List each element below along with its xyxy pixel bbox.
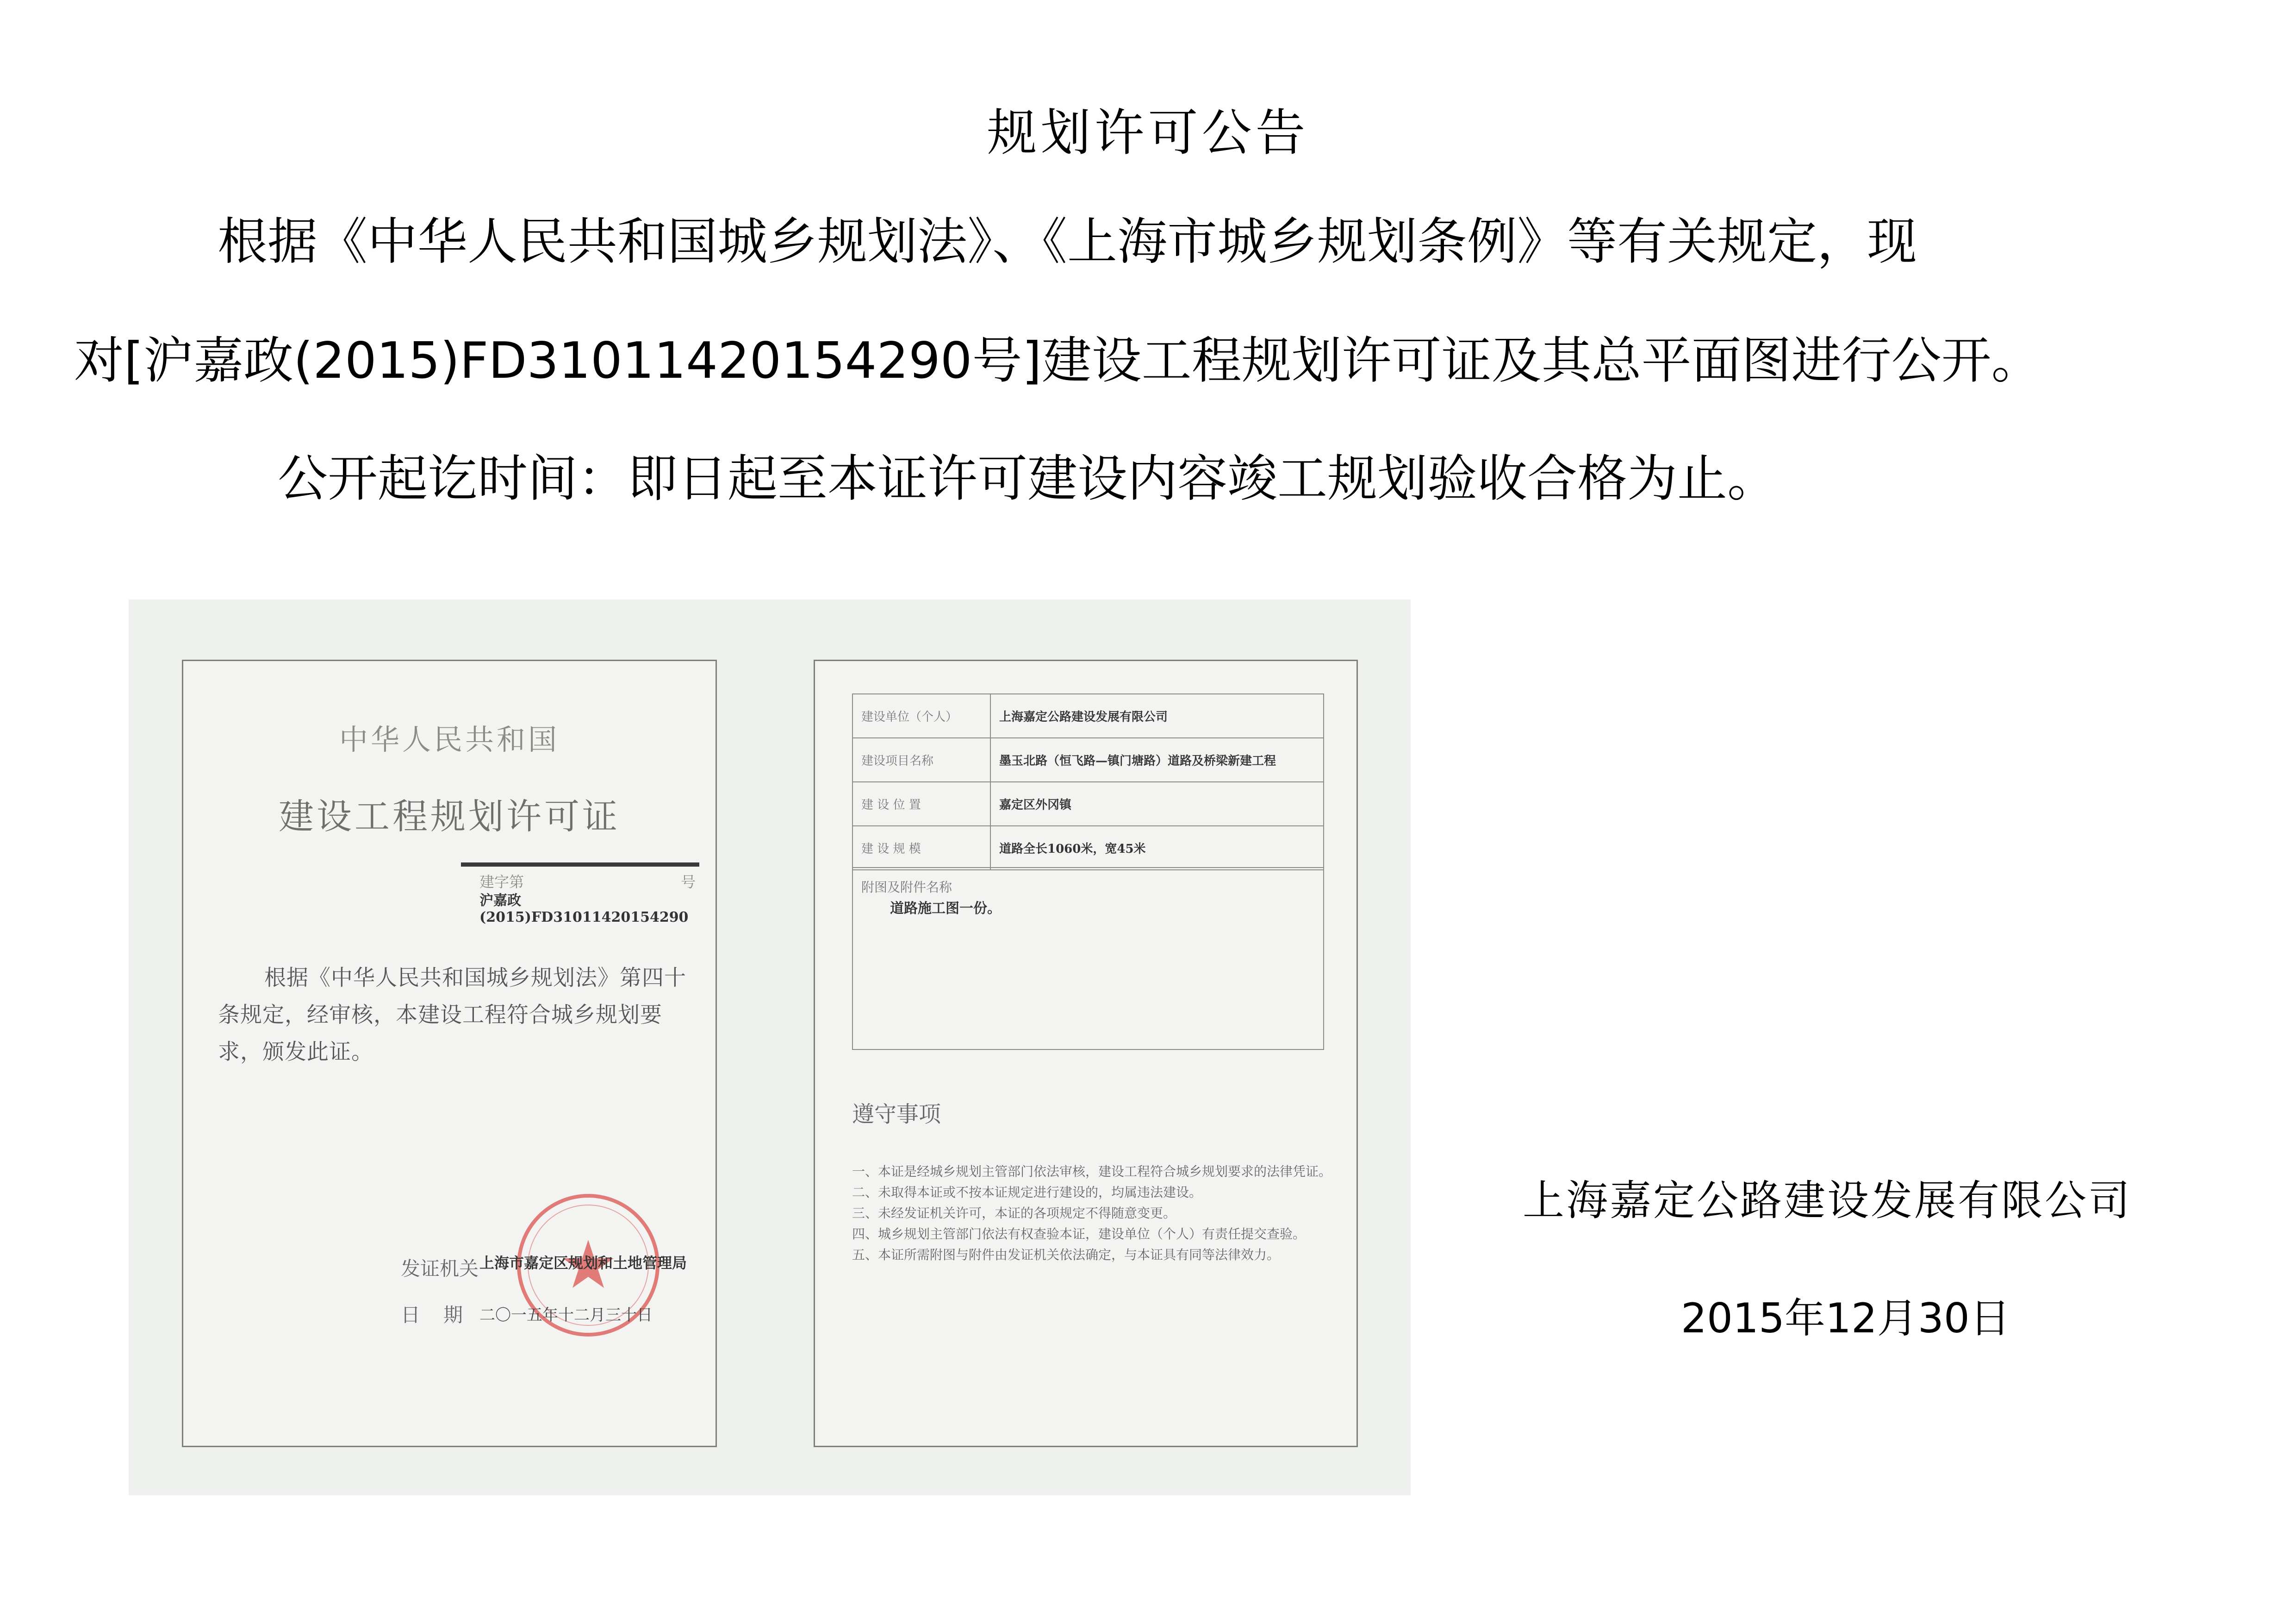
detail-label: 建 设 位 置 [852, 782, 990, 826]
certificate-cover-page [182, 660, 717, 1447]
notice-paragraph-1-line-1: 根据《中华人民共和国城乡规划法》、《上海市城乡规划条例》等有关规定，现 [218, 213, 1917, 271]
list-item: 一、本证是经城乡规划主管部门依法审核，建设工程符合城乡规划要求的法律凭证。 [852, 1164, 1332, 1179]
attachments-value: 道路施工图一份。 [890, 900, 1001, 917]
detail-label: 建 设 规 模 [852, 826, 990, 870]
list-item: 三、未经发证机关许可，本证的各项规定不得随意变更。 [852, 1206, 1176, 1221]
issuer-name: 上海市嘉定区规划和土地管理局 [479, 1254, 687, 1272]
project-details-table [852, 693, 1324, 870]
notice-paragraph-1-line-2: 对[沪嘉政(2015)FD31011420154290号]建设工程规划许可证及其总平面图进行公开。 [74, 332, 2041, 390]
detail-value: 墨玉北路（恒飞路—镇门塘路）道路及桥梁新建工程 [990, 738, 1324, 782]
certificate-country: 中华人民共和国 [339, 723, 560, 756]
number-suffix: 号 [681, 873, 696, 891]
detail-value: 上海嘉定公路建设发展有限公司 [990, 694, 1324, 738]
detail-label: 建设项目名称 [852, 738, 990, 782]
notice-date: 2015年12月30日 [1681, 1294, 2010, 1342]
certificate-number: 沪嘉政(2015)FD31011420154290 [479, 893, 689, 925]
table-row [852, 782, 1324, 826]
rules-title: 遵守事项 [852, 1101, 941, 1127]
rules-list [852, 1161, 1343, 1265]
detail-value: 嘉定区外冈镇 [990, 782, 1324, 826]
certificate-body-text: 根据《中华人民共和国城乡规划法》第四十条规定，经审核，本建设工程符合城乡规划要求，颁发此证。 [218, 965, 686, 1065]
number-underline [461, 862, 699, 867]
list-item: 五、本证所需附图与附件由发证机关依法确定，与本证具有同等法律效力。 [852, 1247, 1280, 1262]
detail-value: 道路全长1060米，宽45米 [990, 826, 1324, 870]
certificate-title: 建设工程规划许可证 [279, 796, 620, 837]
issue-date-label: 日期 [401, 1304, 486, 1326]
certificate-details-page [814, 660, 1358, 1447]
number-label: 建字第 [479, 873, 524, 891]
table-row [852, 826, 1324, 870]
issue-date: 二〇一五年十二月三十日 [479, 1306, 653, 1324]
attachments-box [852, 867, 1324, 1050]
list-item: 四、城乡规划主管部门依法有权查验本证，建设单位（个人）有责任提交查验。 [852, 1226, 1306, 1242]
company-name: 上海嘉定公路建设发展有限公司 [1523, 1176, 2132, 1225]
issuer-label: 发证机关 [401, 1257, 479, 1280]
table-row [852, 738, 1324, 782]
certificate-scan [129, 600, 1411, 1495]
notice-paragraph-2: 公开起讫时间：即日起至本证许可建设内容竣工规划验收合格为止。 [278, 450, 1778, 508]
notice-title: 规划许可公告 [987, 104, 1309, 162]
table-row [852, 694, 1324, 738]
attachments-label: 附图及附件名称 [861, 880, 952, 895]
detail-label: 建设单位（个人） [852, 694, 990, 738]
list-item: 二、未取得本证或不按本证规定进行建设的，均属违法建设。 [852, 1185, 1202, 1200]
